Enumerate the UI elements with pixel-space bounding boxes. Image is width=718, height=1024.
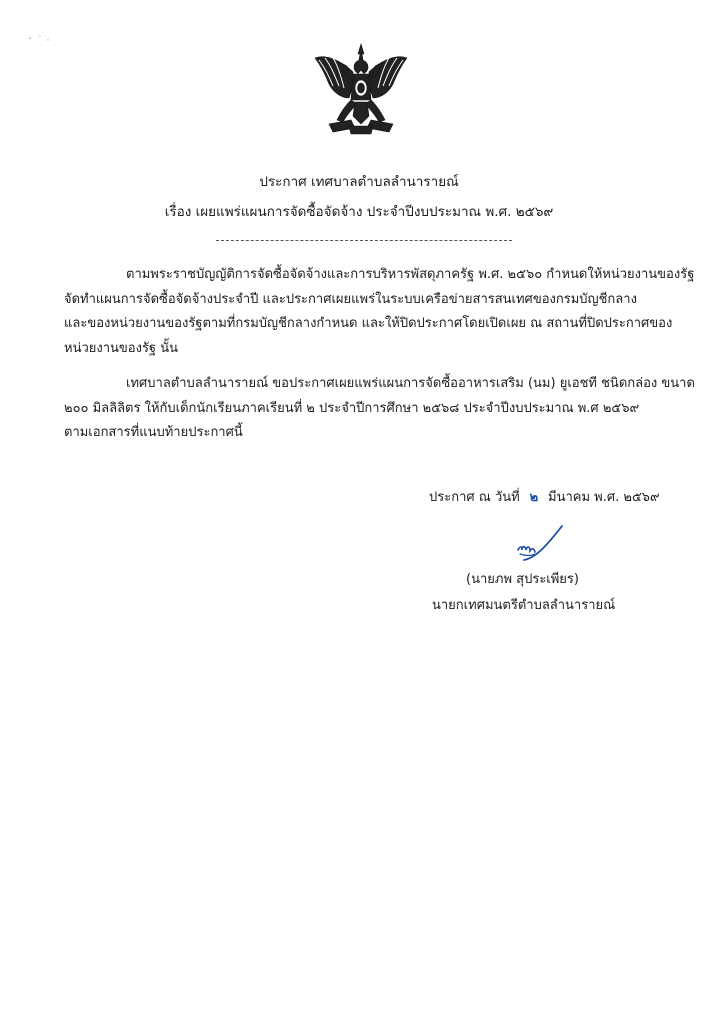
paragraph-line: ตามเอกสารที่แนบท้ายประกาศนี้ — [64, 425, 243, 440]
paragraph-line: ๒๐๐ มิลลิลิตร ให้กับเด็กนักเรียนภาคเรียนที่ ๒ ประจำปีการศึกษา ๒๕๖๘ ประจำปีงบประมาณ พ.ศ ๒๕๖๙ — [64, 400, 639, 416]
announcement-date — [429, 488, 660, 508]
announcement-title: ประกาศ เทศบาลตำบลลำนารายณ์ — [259, 174, 459, 190]
announcement-subject: เรื่อง เผยแพร่แผนการจัดซื้อจัดจ้าง ประจำปีงบประมาณ พ.ศ. ๒๕๖๙ — [164, 204, 554, 220]
signer-position: นายกเทศมนตรีตำบลลำนารายณ์ — [432, 598, 616, 613]
date-month-year: มีนาคม พ.ศ. ๒๕๖๙ — [548, 490, 660, 505]
paragraph-announcement — [64, 372, 695, 446]
garuda-emblem-icon — [311, 40, 411, 140]
paragraph-line: และของหน่วยงานของรัฐตามที่กรมบัญชีกลางกำหนด และให้ปิดประกาศโดยเปิดเผย ณ สถานที่ปิดประกาศของ — [64, 316, 673, 331]
paragraph-line: จัดทำแผนการจัดซื้อจัดจ้างประจำปี และประกาศเผยแพร่ในระบบเครือข่ายสารสนเทศของกรมบัญชีกลาง — [64, 291, 637, 307]
paragraph-legal-basis — [64, 263, 695, 361]
date-day: ๒ — [529, 490, 539, 505]
paragraph-line: หน่วยงานของรัฐ นั้น — [64, 340, 179, 356]
signer-name: (นายภพ สุประเพียร) — [466, 572, 579, 587]
date-prefix: ประกาศ ณ วันที่ — [429, 490, 520, 505]
handwritten-signature-icon — [500, 520, 570, 570]
divider — [216, 240, 512, 241]
paragraph-line: ตามพระราชบัญญัติการจัดซื้อจัดจ้างและการบริหารพัสดุภาครัฐ พ.ศ. ๒๕๖๐ กำหนดให้หน่วยงานของรัฐ — [126, 267, 695, 282]
paragraph-line: เทศบาลตำบลลำนารายณ์ ขอประกาศเผยแพร่แผนการจัดซื้ออาหารเสริม (นม) ยูเอชที ชนิดกล่อง ขนาด — [126, 376, 695, 391]
